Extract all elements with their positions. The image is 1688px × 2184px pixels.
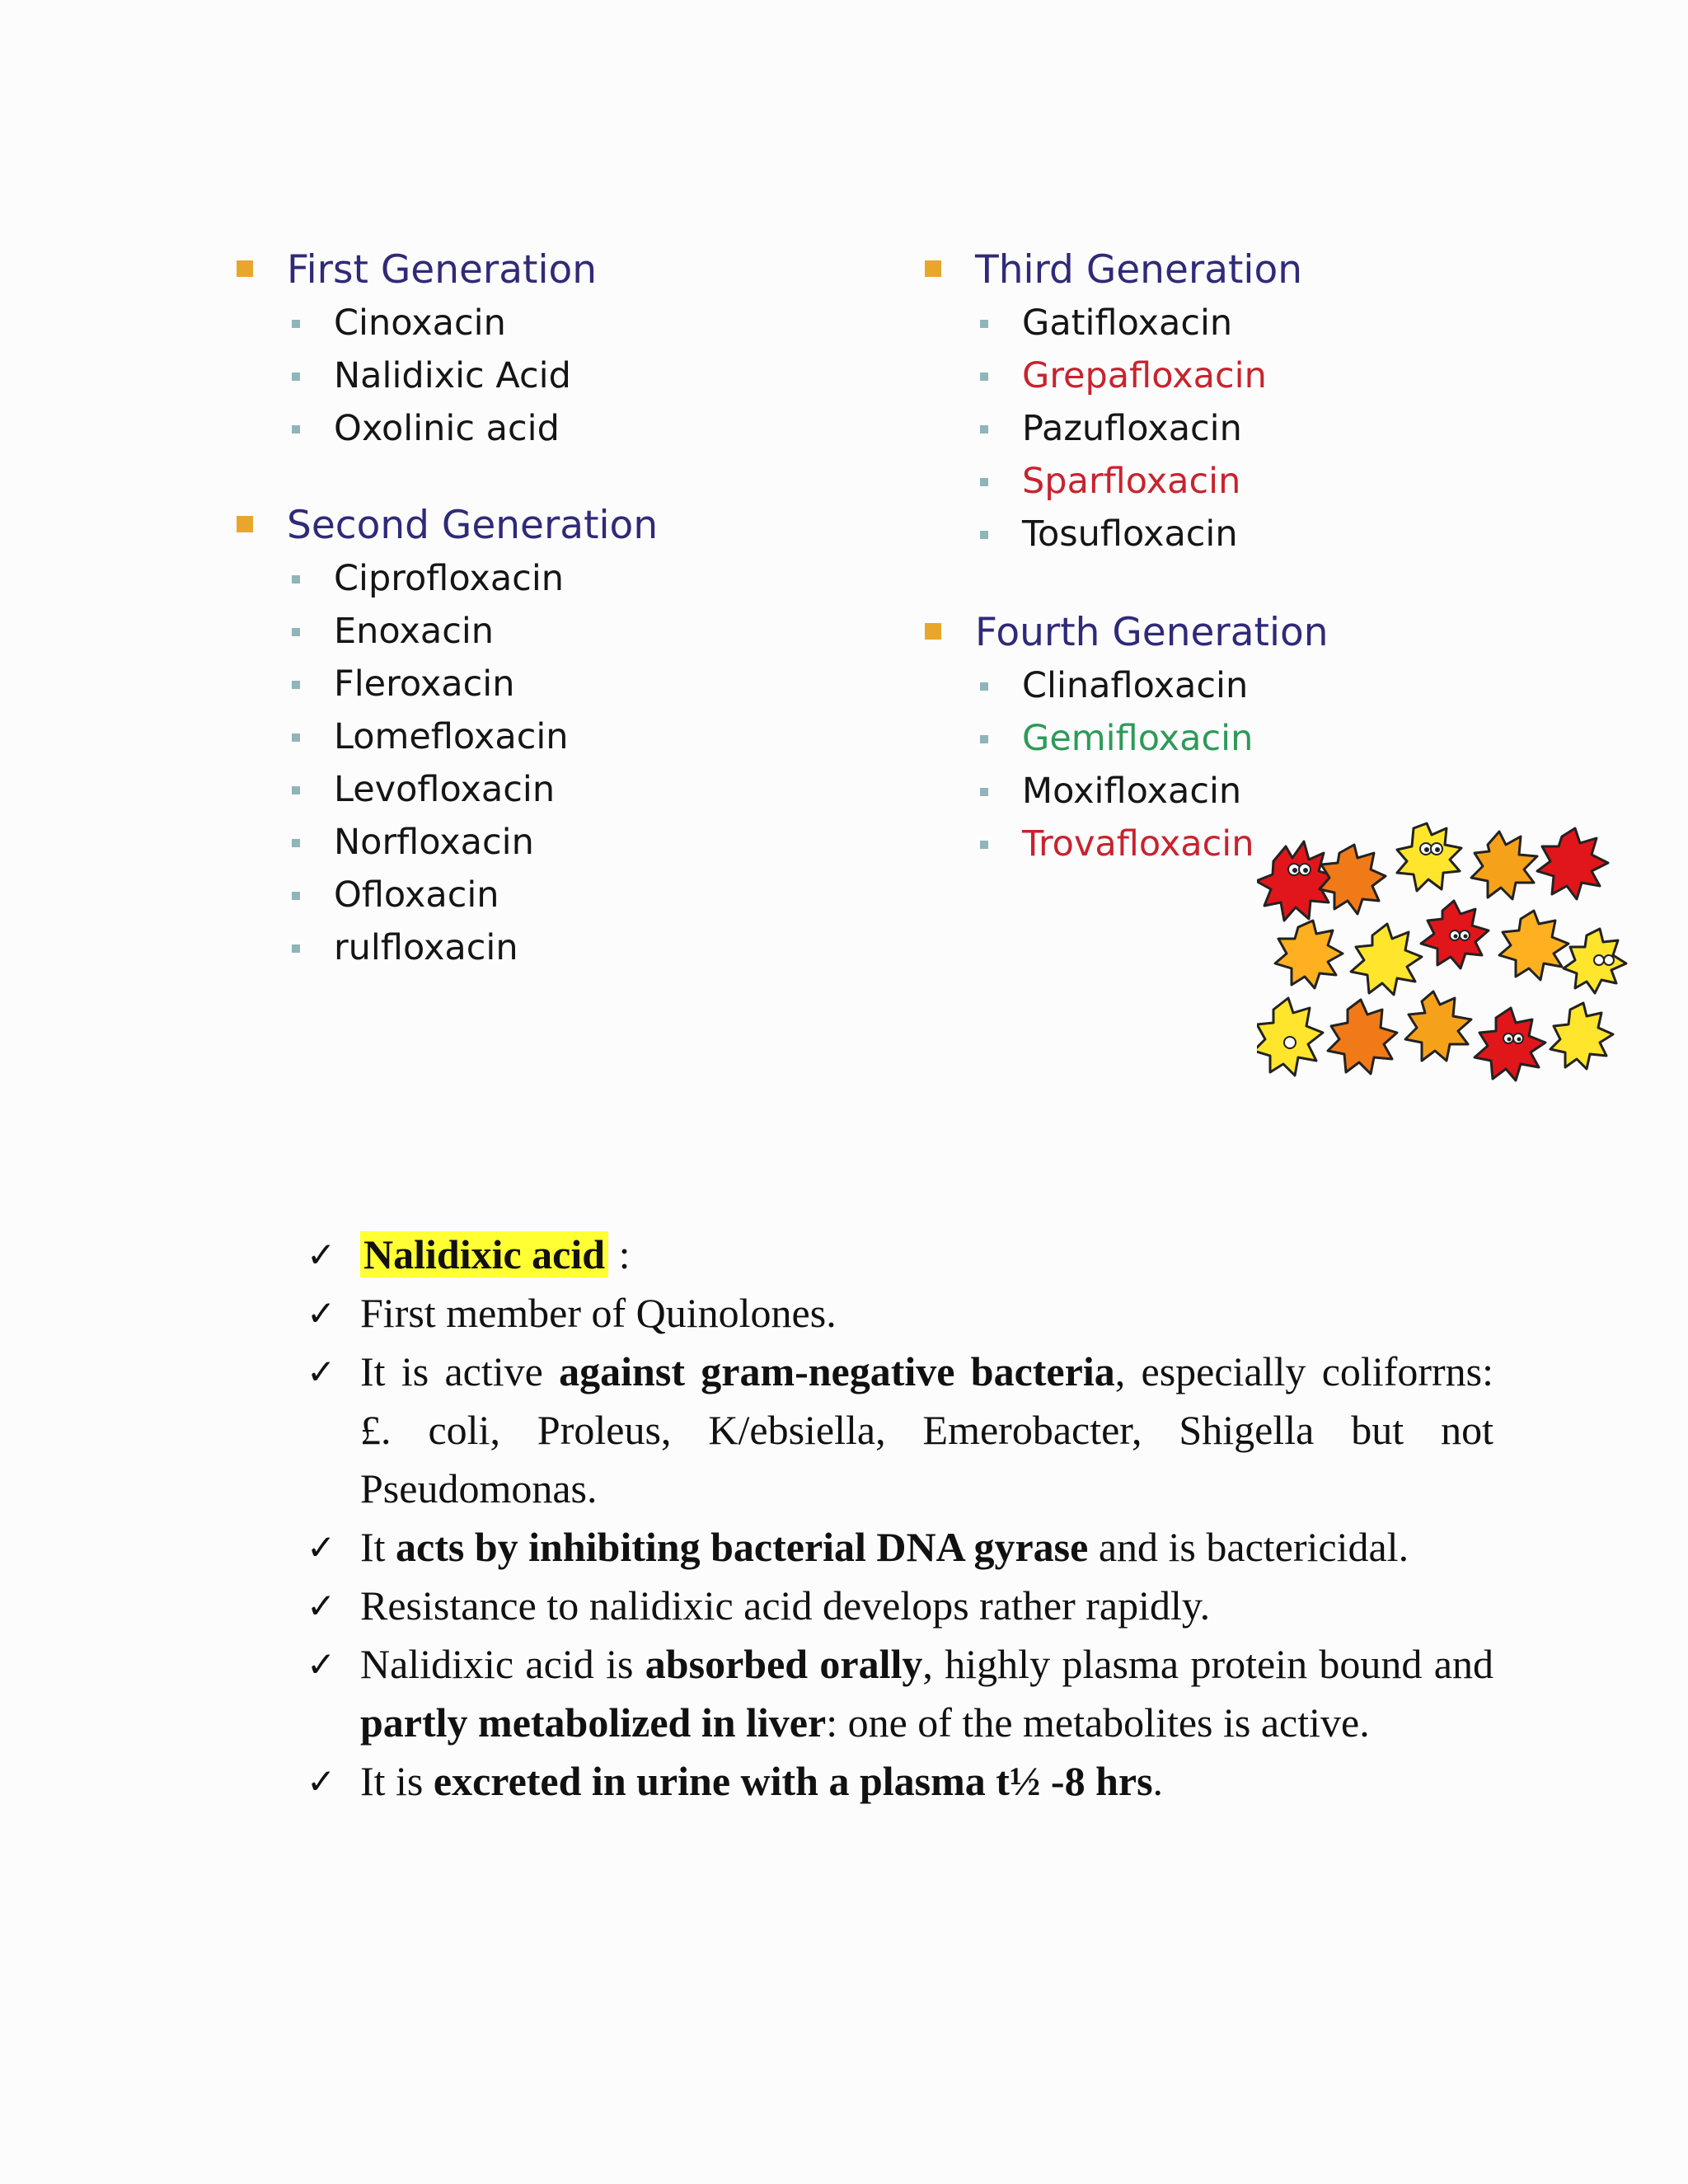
first-generation-group bbox=[235, 244, 658, 455]
drug-item bbox=[235, 658, 658, 710]
note-text: First member of Quinolones. bbox=[360, 1290, 837, 1336]
drug-item bbox=[235, 402, 658, 455]
drug-item bbox=[235, 869, 658, 921]
note-bold-text: partly metabolized in liver bbox=[360, 1699, 827, 1746]
note-text: : bbox=[608, 1231, 631, 1277]
drug-item bbox=[235, 605, 658, 658]
generation-heading-text: Fourth Generation bbox=[975, 610, 1329, 655]
drug-name: Lomefloxacin bbox=[334, 716, 569, 757]
drug-item bbox=[923, 765, 1329, 818]
drug-name: Ofloxacin bbox=[334, 874, 499, 916]
left-generation-column bbox=[235, 244, 658, 974]
drug-item bbox=[923, 297, 1329, 349]
checkmark-icon: ✓ bbox=[307, 1586, 336, 1626]
small-bullet-icon bbox=[292, 425, 300, 434]
drug-name: Fleroxacin bbox=[334, 663, 515, 705]
small-bullet-icon bbox=[292, 575, 300, 583]
generation-heading bbox=[235, 499, 658, 552]
bacteria-cluster-illustration bbox=[1257, 812, 1636, 1117]
small-bullet-icon bbox=[980, 841, 988, 849]
list-item bbox=[307, 1343, 1493, 1518]
list-item bbox=[307, 1635, 1493, 1752]
drug-item bbox=[923, 712, 1329, 765]
drug-name: Pazufloxacin bbox=[1022, 408, 1242, 449]
generation-heading bbox=[923, 607, 1329, 659]
note-text: It is bbox=[360, 1758, 434, 1804]
small-bullet-icon bbox=[980, 373, 988, 381]
list-item bbox=[307, 1577, 1493, 1635]
generation-heading-text: First Generation bbox=[287, 247, 598, 293]
note-text: : one of the metabolites is active. bbox=[826, 1699, 1370, 1746]
small-bullet-icon bbox=[980, 531, 988, 539]
note-bold-text: against gram-negative bacteria bbox=[559, 1348, 1115, 1394]
drug-name: Enoxacin bbox=[334, 611, 495, 652]
checkmark-icon: ✓ bbox=[307, 1644, 336, 1685]
checkmark-icon: ✓ bbox=[307, 1352, 336, 1392]
drug-name: Tosufloxacin bbox=[1022, 513, 1238, 555]
generation-heading-text: Second Generation bbox=[287, 503, 659, 548]
small-bullet-icon bbox=[980, 788, 988, 796]
small-bullet-icon bbox=[292, 681, 300, 689]
note-text: , especially coliforrns: £. coli, Proleus, K/ebsiella, Emerobacter, Shigella but not Pseudomonas. bbox=[360, 1348, 1493, 1511]
note-text: It is active bbox=[360, 1348, 560, 1394]
drug-name: Trovafloxacin bbox=[1022, 823, 1254, 865]
square-bullet-icon bbox=[237, 516, 253, 532]
note-text: and is bactericidal. bbox=[1088, 1524, 1409, 1570]
note-bold-text: acts by inhibiting bacterial DNA gyrase bbox=[396, 1524, 1089, 1570]
drug-item bbox=[235, 921, 658, 974]
checkmark-icon: ✓ bbox=[307, 1235, 336, 1275]
small-bullet-icon bbox=[980, 320, 988, 328]
small-bullet-icon bbox=[292, 320, 300, 328]
small-bullet-icon bbox=[980, 425, 988, 434]
list-item bbox=[307, 1284, 1493, 1343]
second-generation-group bbox=[235, 499, 658, 974]
small-bullet-icon bbox=[980, 682, 988, 691]
drug-item bbox=[923, 508, 1329, 560]
small-bullet-icon bbox=[292, 786, 300, 794]
square-bullet-icon bbox=[925, 260, 941, 277]
drug-item bbox=[923, 659, 1329, 712]
small-bullet-icon bbox=[292, 628, 300, 636]
small-bullet-icon bbox=[292, 892, 300, 900]
drug-name: rulfloxacin bbox=[334, 927, 518, 968]
drug-name: Sparfloxacin bbox=[1022, 461, 1241, 502]
note-text: , highly plasma protein bound and bbox=[922, 1641, 1493, 1687]
drug-item bbox=[235, 816, 658, 869]
generation-heading bbox=[923, 244, 1329, 297]
drug-name: Levofloxacin bbox=[334, 769, 556, 810]
right-generation-column bbox=[923, 244, 1329, 870]
small-bullet-icon bbox=[292, 944, 300, 953]
drug-name: Gatifloxacin bbox=[1022, 302, 1233, 344]
drug-item bbox=[923, 402, 1329, 455]
drug-name: Cinoxacin bbox=[334, 302, 506, 344]
drug-item bbox=[235, 710, 658, 763]
list-item bbox=[307, 1752, 1493, 1811]
drug-item bbox=[235, 552, 658, 605]
note-text: . bbox=[1152, 1758, 1164, 1804]
note-bold-text: excreted in urine with a plasma t½ -8 hrs bbox=[433, 1758, 1153, 1804]
drug-name: Grepafloxacin bbox=[1022, 355, 1267, 396]
nalidixic-acid-notes bbox=[307, 1226, 1493, 1811]
drug-item bbox=[923, 349, 1329, 402]
highlighted-heading: Nalidixic acid bbox=[360, 1231, 608, 1277]
square-bullet-icon bbox=[925, 623, 941, 640]
square-bullet-icon bbox=[237, 260, 253, 277]
drug-item bbox=[235, 297, 658, 349]
checkmark-icon: ✓ bbox=[307, 1761, 336, 1802]
drug-name: Moxifloxacin bbox=[1022, 771, 1242, 812]
note-text: Nalidixic acid is bbox=[360, 1641, 645, 1687]
drug-name: Clinafloxacin bbox=[1022, 665, 1249, 706]
small-bullet-icon bbox=[980, 478, 988, 486]
drug-name: Nalidixic Acid bbox=[334, 355, 571, 396]
drug-item bbox=[235, 349, 658, 402]
generation-heading-text: Third Generation bbox=[975, 247, 1303, 293]
drug-name: Gemifloxacin bbox=[1022, 718, 1254, 759]
note-text: It bbox=[360, 1524, 396, 1570]
drug-item bbox=[923, 455, 1329, 508]
note-bold-text: absorbed orally bbox=[645, 1641, 923, 1687]
generation-heading bbox=[235, 244, 658, 297]
small-bullet-icon bbox=[292, 373, 300, 381]
drug-name: Ciprofloxacin bbox=[334, 558, 565, 599]
third-generation-group bbox=[923, 244, 1329, 560]
checkmark-icon: ✓ bbox=[307, 1293, 336, 1333]
drug-item bbox=[235, 763, 658, 816]
checkmark-icon: ✓ bbox=[307, 1527, 336, 1568]
small-bullet-icon bbox=[292, 733, 300, 742]
small-bullet-icon bbox=[292, 839, 300, 847]
list-item bbox=[307, 1226, 1493, 1284]
drug-name: Norfloxacin bbox=[334, 822, 534, 863]
drug-name: Oxolinic acid bbox=[334, 408, 560, 449]
small-bullet-icon bbox=[980, 735, 988, 743]
note-text: Resistance to nalidixic acid develops rather rapidly. bbox=[360, 1582, 1211, 1629]
list-item bbox=[307, 1518, 1493, 1577]
